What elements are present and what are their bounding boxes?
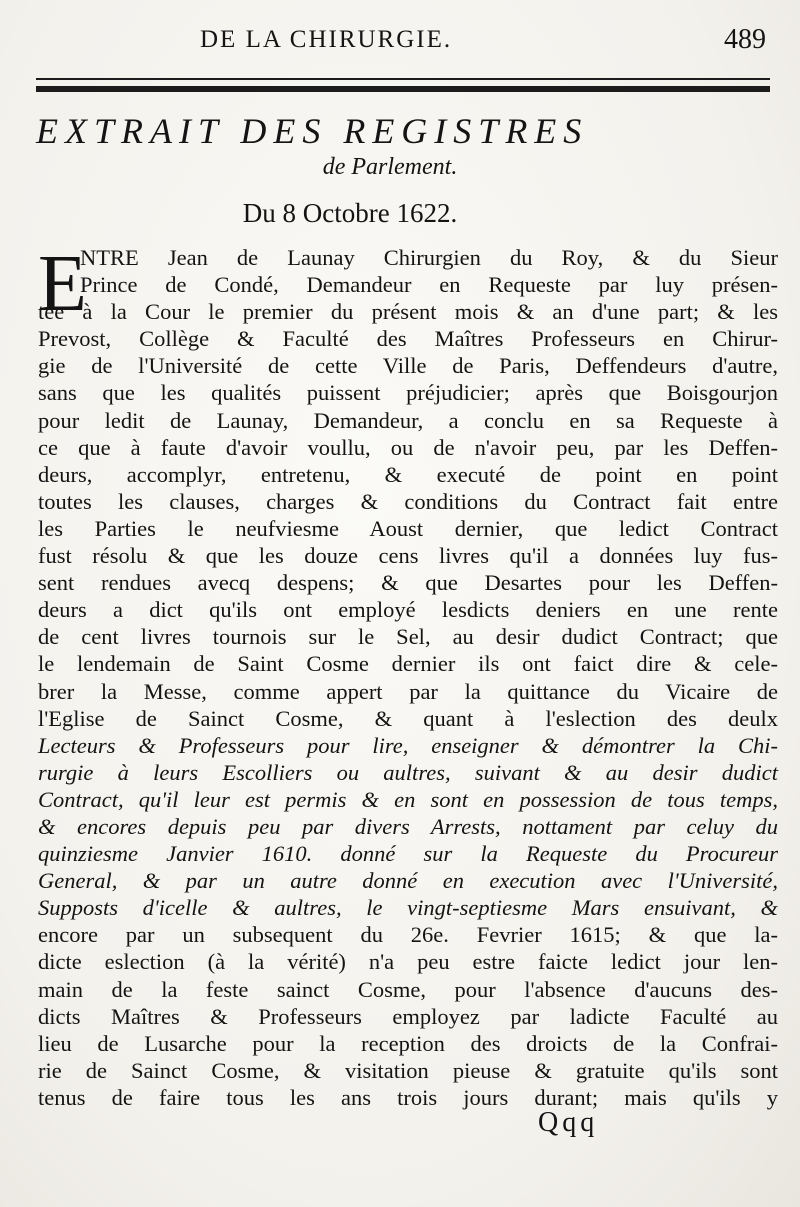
header-rule-thick	[36, 86, 770, 92]
text-line: fust résolu & que les douze cens livres qu'il a données luy fus-	[38, 543, 778, 569]
text-line: toutes les clauses, charges & conditions du Contract fait entre	[38, 488, 778, 514]
text-line: Prince de Condé, Demandeur en Requeste par luy présen-	[80, 272, 778, 298]
page-number: 489	[724, 24, 766, 55]
drop-cap: E	[38, 240, 87, 328]
text-line: dicts Maîtres & Professeurs employez par ladicte Faculté au	[38, 1003, 778, 1029]
text-line: deurs, accomplyr, entretenu, & executé de point en point	[38, 461, 778, 487]
document-subtitle: de Parlement.	[322, 154, 458, 180]
text-line: le lendemain de Saint Cosme dernier ils ont faict dire & cele-	[38, 651, 778, 677]
text-line: les Parties le neufviesme Aoust dernier, que ledict Contract	[38, 515, 778, 541]
text-line: Supposts d'icelle & aultres, le vingt-septiesme Mars ensuivant, &	[38, 895, 778, 921]
text-line: Contract, qu'il leur est permis & en sont en possession de tous temps,	[38, 786, 778, 812]
text-line: rurgie à leurs Escolliers ou aultres, suivant & au desir dudict	[38, 759, 778, 785]
text-line: gie de l'Université de cette Ville de Paris, Deffendeurs d'autre,	[38, 353, 778, 379]
text-line: ce que à faute d'avoir voullu, ou de n'avoir peu, par les Deffen-	[38, 434, 778, 460]
text-line: deurs a dict qu'ils ont employé lesdicts deniers en une rente	[38, 597, 778, 623]
text-line: dicte eslection (à la vérité) n'a peu estre faicte ledict jour len-	[38, 949, 778, 975]
text-line: pour ledit de Launay, Demandeur, a conclu en sa Requeste à	[38, 407, 778, 433]
text-line: de cent livres tournois sur le Sel, au desir dudict Contract; que	[38, 624, 778, 650]
catchword: Qqq	[538, 1107, 599, 1138]
text-line: l'Eglise de Sainct Cosme, & quant à l'eslection des deulx	[38, 705, 778, 731]
text-line: rie de Sainct Cosme, & visitation pieuse & gratuite qu'ils sont	[38, 1057, 778, 1083]
header-rule-thin	[36, 78, 770, 80]
text-line: brer la Messe, comme appert par la quittance du Vicaire de	[38, 678, 778, 704]
text-line: main de la feste sainct Cosme, pour l'absence d'aucuns des-	[38, 976, 778, 1002]
running-title: DE LA CHIRURGIE.	[200, 26, 453, 53]
text-line: & encores depuis peu par divers Arrests, nottament par celuy du	[38, 813, 778, 839]
running-head	[40, 22, 780, 62]
text-line: lieu de Lusarche pour la reception des droicts de la Confrai-	[38, 1030, 778, 1056]
text-line: NTRE Jean de Launay Chirurgien du Roy, & du Sieur	[80, 245, 778, 270]
text-line: tée à la Cour le premier du présent mois & an d'une part; & les	[38, 299, 778, 325]
document-title: EXTRAIT DES REGISTRES	[36, 111, 589, 151]
text-line: encore par un subsequent du 26e. Fevrier 1615; & que la-	[38, 922, 778, 948]
text-line: tenus de faire tous les ans trois jours durant; mais qu'ils y	[38, 1084, 778, 1110]
document-date: Du 8 Octobre 1622.	[242, 198, 458, 228]
text-line: Lecteurs & Professeurs pour lire, enseigner & démontrer la Chi-	[38, 732, 778, 758]
text-line: sans que les qualités puissent préjudicier; après que Boisgourjon	[38, 380, 778, 406]
body-text	[38, 240, 778, 1111]
text-line: sent rendues avecq despens; & que Desartes pour les Deffen-	[38, 570, 778, 596]
text-line: quinziesme Janvier 1610. donné sur la Requeste du Procureur	[38, 841, 778, 867]
text-line: General, & par un autre donné en execution avec l'Université,	[38, 868, 778, 894]
text-line: Prevost, Collège & Faculté des Maîtres Professeurs en Chirur-	[38, 326, 778, 352]
